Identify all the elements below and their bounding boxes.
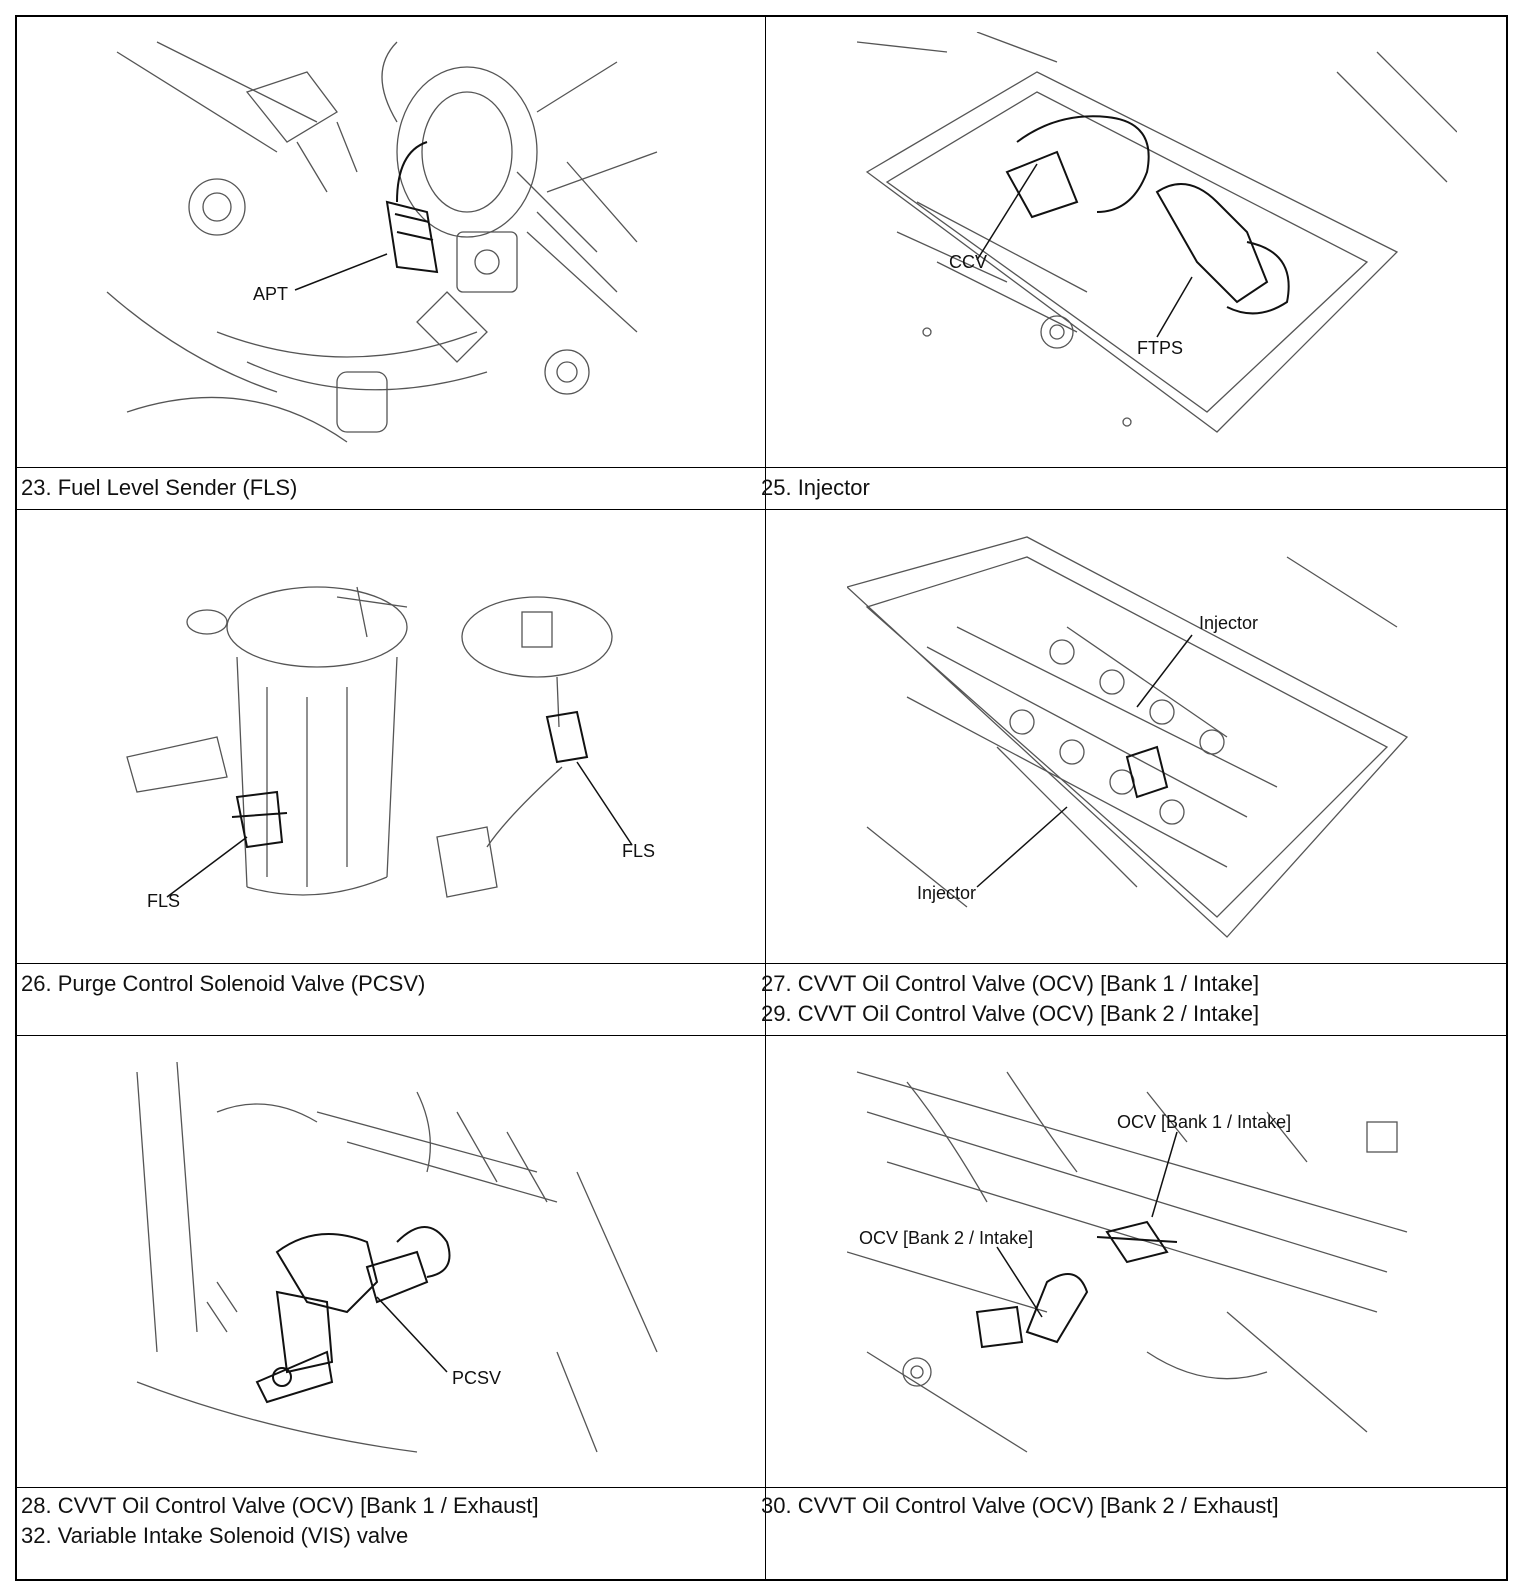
ocv-bank1-label: OCV [Bank 1 / Intake] — [1117, 1112, 1292, 1132]
injector-illustration — [847, 527, 1417, 947]
ocv-bank2-leader-line — [997, 1247, 1042, 1317]
fls-label: FLS — [622, 841, 656, 861]
caption-line: 27. CVVT Oil Control Valve (OCV) [Bank 1 / Intake] — [761, 971, 1260, 996]
ccv-ftps-illustration — [857, 32, 1457, 452]
ccv-leader-line — [977, 164, 1037, 260]
fls-illustration — [107, 577, 667, 907]
figure-table — [15, 15, 1508, 1581]
row-divider — [17, 1487, 1506, 1488]
apt-sensor-illustration — [97, 32, 677, 452]
panel-1-caption — [21, 473, 297, 503]
injector-leader-line — [1137, 635, 1192, 707]
caption-line: 29. CVVT Oil Control Valve (OCV) [Bank 2 / Intake] — [761, 1001, 1260, 1026]
injector-label: Injector — [917, 883, 977, 903]
row-divider — [17, 963, 1506, 964]
caption-line: 25. Injector — [761, 475, 870, 500]
injector-label: Injector — [1199, 613, 1259, 633]
caption-line: 26. Purge Control Solenoid Valve (PCSV) — [21, 971, 426, 996]
fls-label: FLS — [147, 891, 181, 907]
caption-line: 23. Fuel Level Sender (FLS) — [21, 475, 298, 500]
row-divider — [17, 509, 1506, 510]
ccv-label: CCV — [949, 252, 988, 272]
row-divider — [17, 1035, 1506, 1036]
column-divider — [765, 17, 766, 1579]
panel-4-caption — [761, 969, 1259, 1029]
fls-leader-line — [167, 837, 247, 897]
ocv-illustration — [847, 1052, 1417, 1472]
panel-3-caption — [21, 969, 425, 999]
ocv-bank2-label: OCV [Bank 2 / Intake] — [859, 1228, 1034, 1248]
row-divider — [17, 467, 1506, 468]
panel-2-caption — [761, 473, 870, 503]
ftps-leader-line — [1157, 277, 1192, 337]
fls-leader-line — [577, 762, 632, 845]
caption-line: 28. CVVT Oil Control Valve (OCV) [Bank 1 / Exhaust] — [21, 1493, 539, 1518]
apt-label: APT — [253, 284, 289, 304]
pcsv-illustration — [117, 1052, 677, 1472]
panel-5-caption — [21, 1491, 539, 1551]
pcsv-leader-line — [377, 1297, 447, 1372]
pcsv-label: PCSV — [452, 1368, 502, 1388]
panel-6-caption — [761, 1491, 1279, 1521]
injector-leader-line — [977, 807, 1067, 887]
ftps-label: FTPS — [1137, 338, 1184, 358]
ocv-bank1-leader-line — [1152, 1132, 1177, 1217]
apt-leader-line — [295, 254, 387, 290]
caption-line: 30. CVVT Oil Control Valve (OCV) [Bank 2 / Exhaust] — [761, 1493, 1279, 1518]
caption-line: 32. Variable Intake Solenoid (VIS) valve — [21, 1523, 409, 1548]
